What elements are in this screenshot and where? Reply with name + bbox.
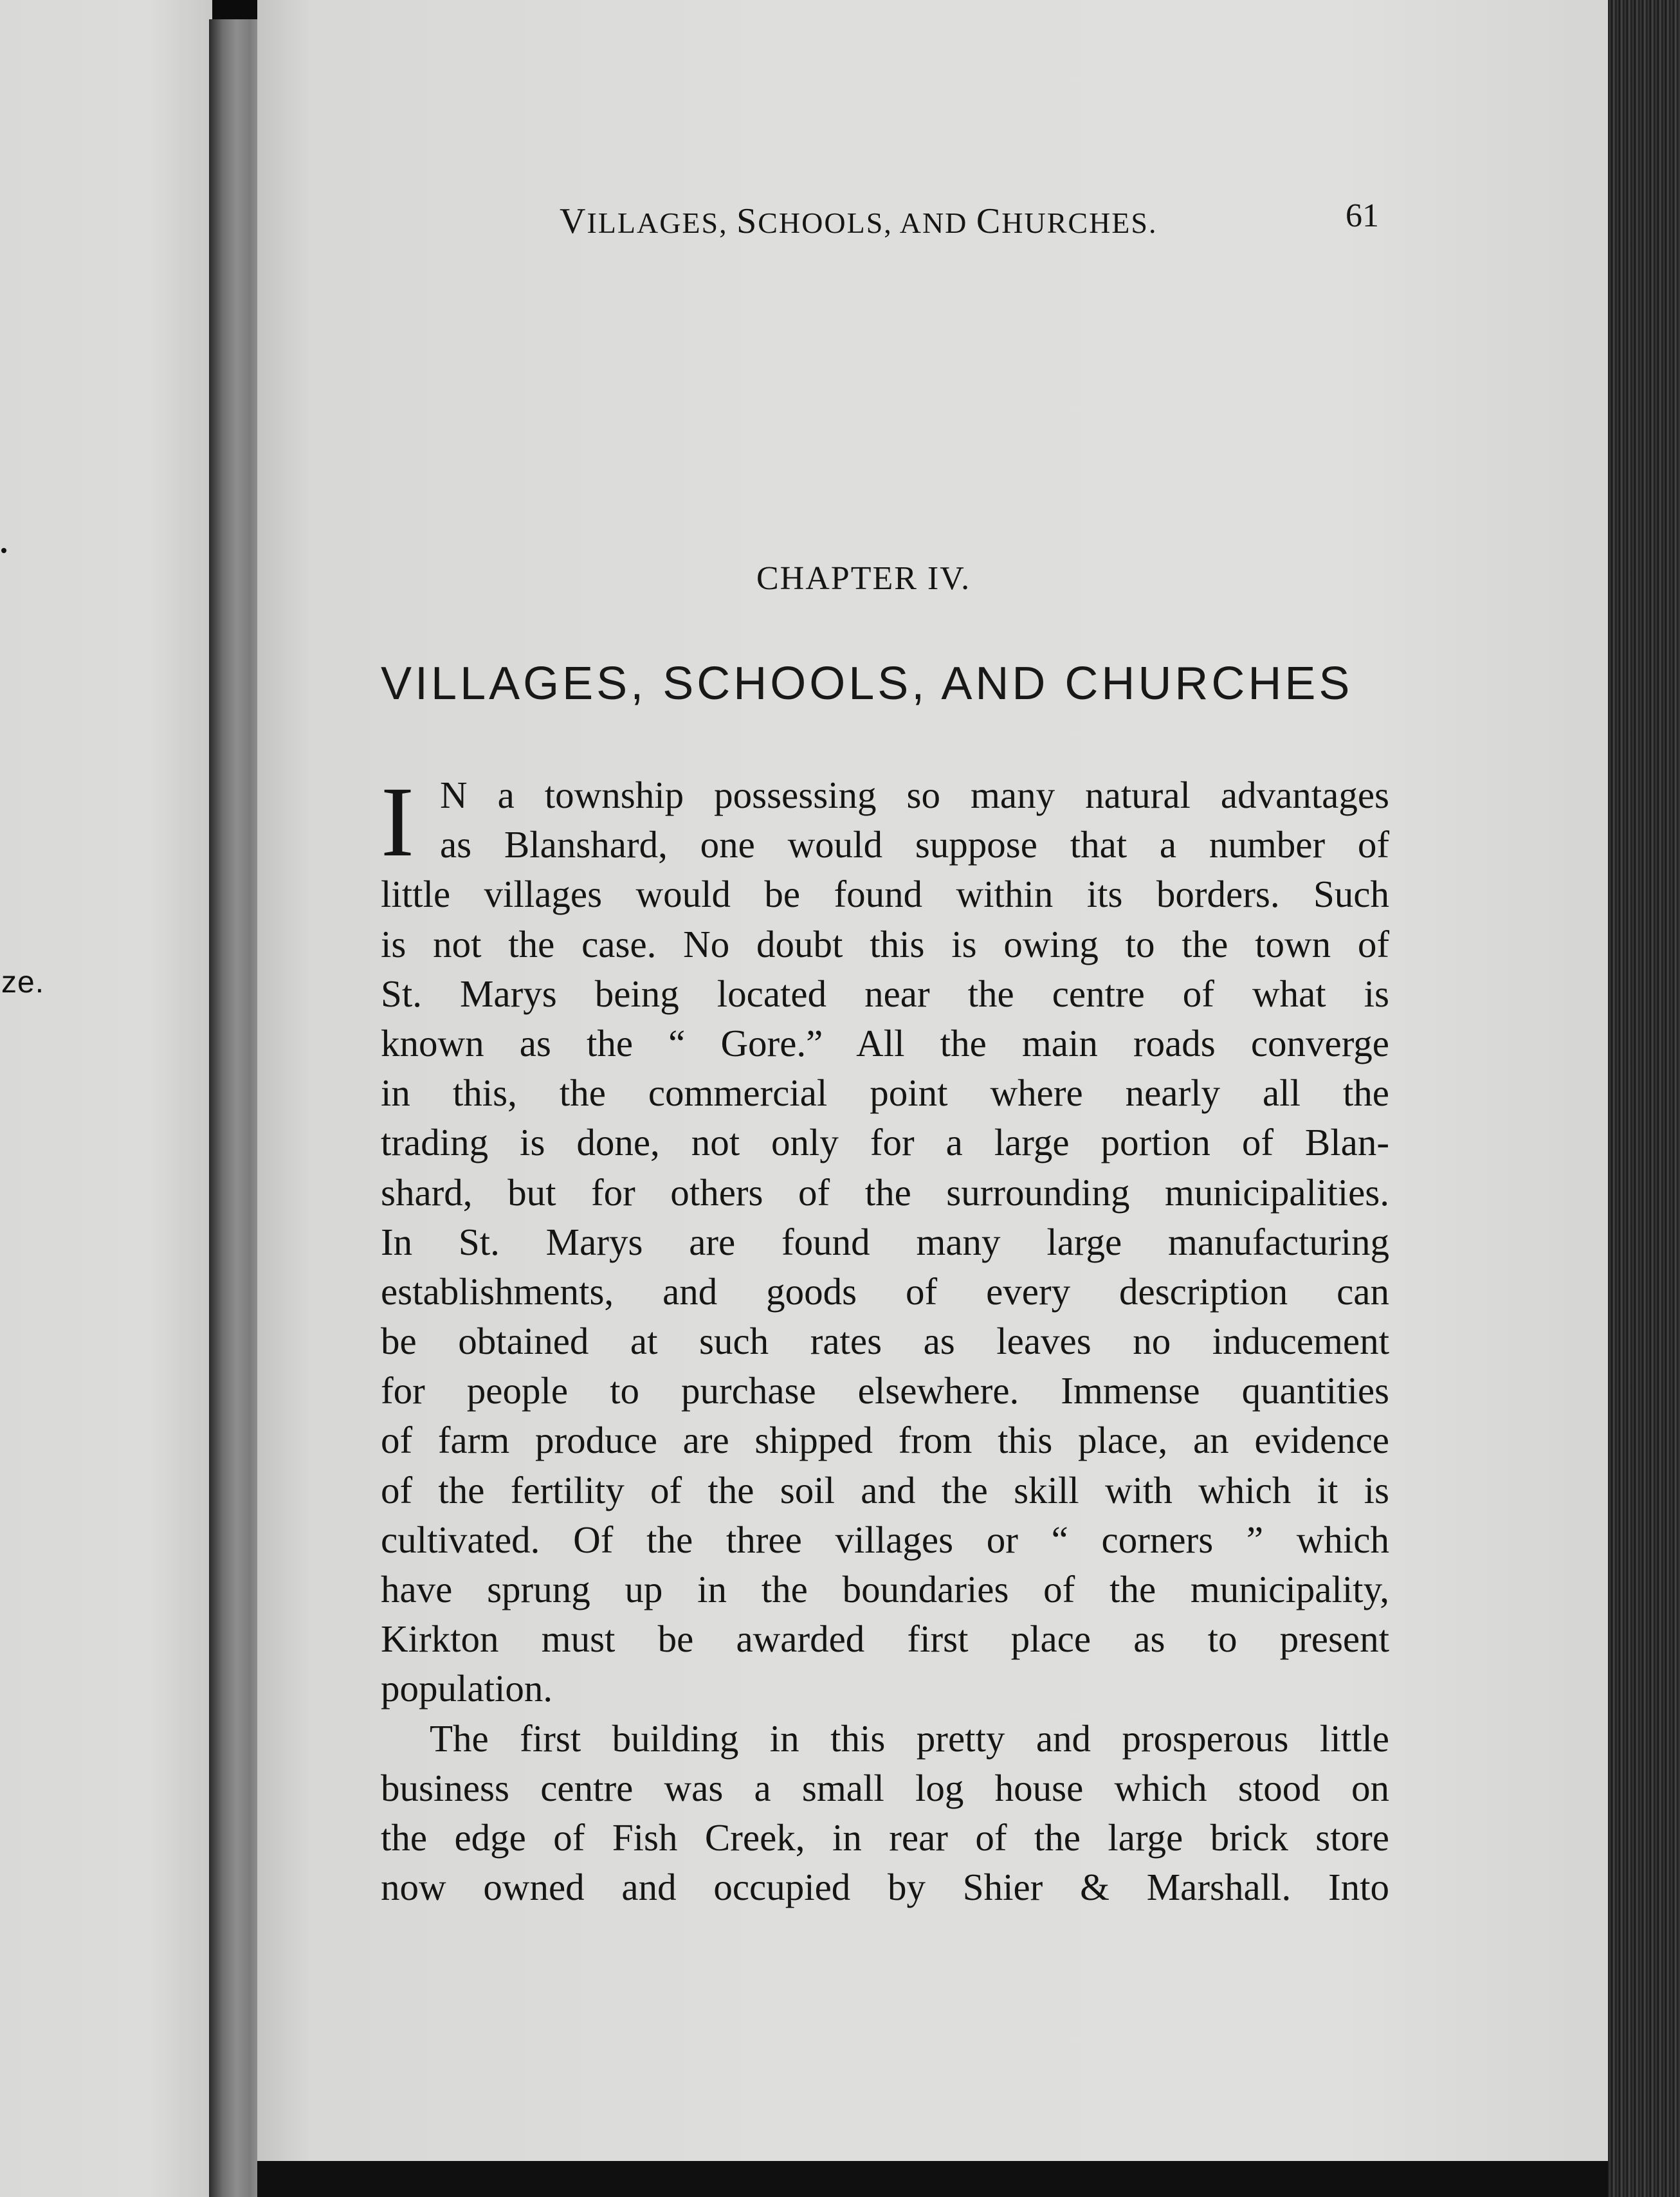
text-line: known as the “ Gore.” All the main roads converge xyxy=(381,1021,1389,1064)
body-text xyxy=(381,766,1389,1912)
book-gutter-shadow xyxy=(209,19,264,2197)
ink-speck xyxy=(1,548,6,553)
chapter-label: CHAPTER IV. xyxy=(756,560,971,597)
text-line: in this, the commercial point where nearly all the xyxy=(381,1071,1389,1115)
text-line: for people to purchase elsewhere. Immense quantities xyxy=(381,1369,1389,1412)
paragraph xyxy=(381,1714,1389,1913)
text-line: shard, but for others of the surrounding municipalities. xyxy=(381,1171,1389,1214)
running-head-part: VILLAGES, xyxy=(560,201,737,241)
text-line: the edge of Fish Creek, in rear of the large brick store xyxy=(381,1816,1389,1859)
paragraph xyxy=(381,766,1389,1714)
text-line: In St. Marys are found many large manufacturing xyxy=(381,1220,1389,1263)
previous-page-edge xyxy=(0,0,212,2197)
text-line: now owned and occupied by Shier & Marshall. Into xyxy=(381,1866,1389,1909)
running-head-part: SCHOOLS, AND xyxy=(736,201,976,241)
drop-cap: I xyxy=(381,766,414,877)
text-line: trading is done, not only for a large portion of Blan- xyxy=(381,1121,1389,1164)
page-number: 61 xyxy=(1346,197,1379,234)
text-line: business centre was a small log house which stood on xyxy=(381,1766,1389,1809)
text-line: N a township possessing so many natural advantages xyxy=(440,774,1389,816)
text-line: St. Marys being located near the centre of what is xyxy=(381,972,1389,1015)
previous-page-text-fragment: ze. xyxy=(1,965,45,999)
text-line: be obtained at such rates as leaves no inducement xyxy=(381,1320,1389,1363)
text-line: have sprung up in the boundaries of the municipality, xyxy=(381,1568,1389,1610)
running-head xyxy=(560,201,1157,242)
scan-bottom-border xyxy=(257,2161,1608,2197)
text-line: The first building in this pretty and prosperous little xyxy=(430,1717,1389,1760)
text-line: as Blanshard, one would suppose that a number of xyxy=(440,823,1389,866)
running-head-part: CHURCHES. xyxy=(976,201,1158,241)
text-line: cultivated. Of the three villages or “ corners ” which xyxy=(381,1518,1389,1561)
chapter-title: VILLAGES, SCHOOLS, AND CHURCHES xyxy=(381,658,1353,709)
text-line: is not the case. No doubt this is owing to the town of xyxy=(381,922,1389,965)
text-line: Kirkton must be awarded first place as to present xyxy=(381,1618,1389,1661)
text-line: of farm produce are shipped from this place, an evidence xyxy=(381,1419,1389,1462)
page-edges xyxy=(1608,0,1680,2197)
text-line: of the fertility of the soil and the skill with which it is xyxy=(381,1468,1389,1511)
text-line: little villages would be found within its borders. Such xyxy=(381,873,1389,916)
text-line: establishments, and goods of every description can xyxy=(381,1270,1389,1313)
text-line: population. xyxy=(381,1667,553,1710)
